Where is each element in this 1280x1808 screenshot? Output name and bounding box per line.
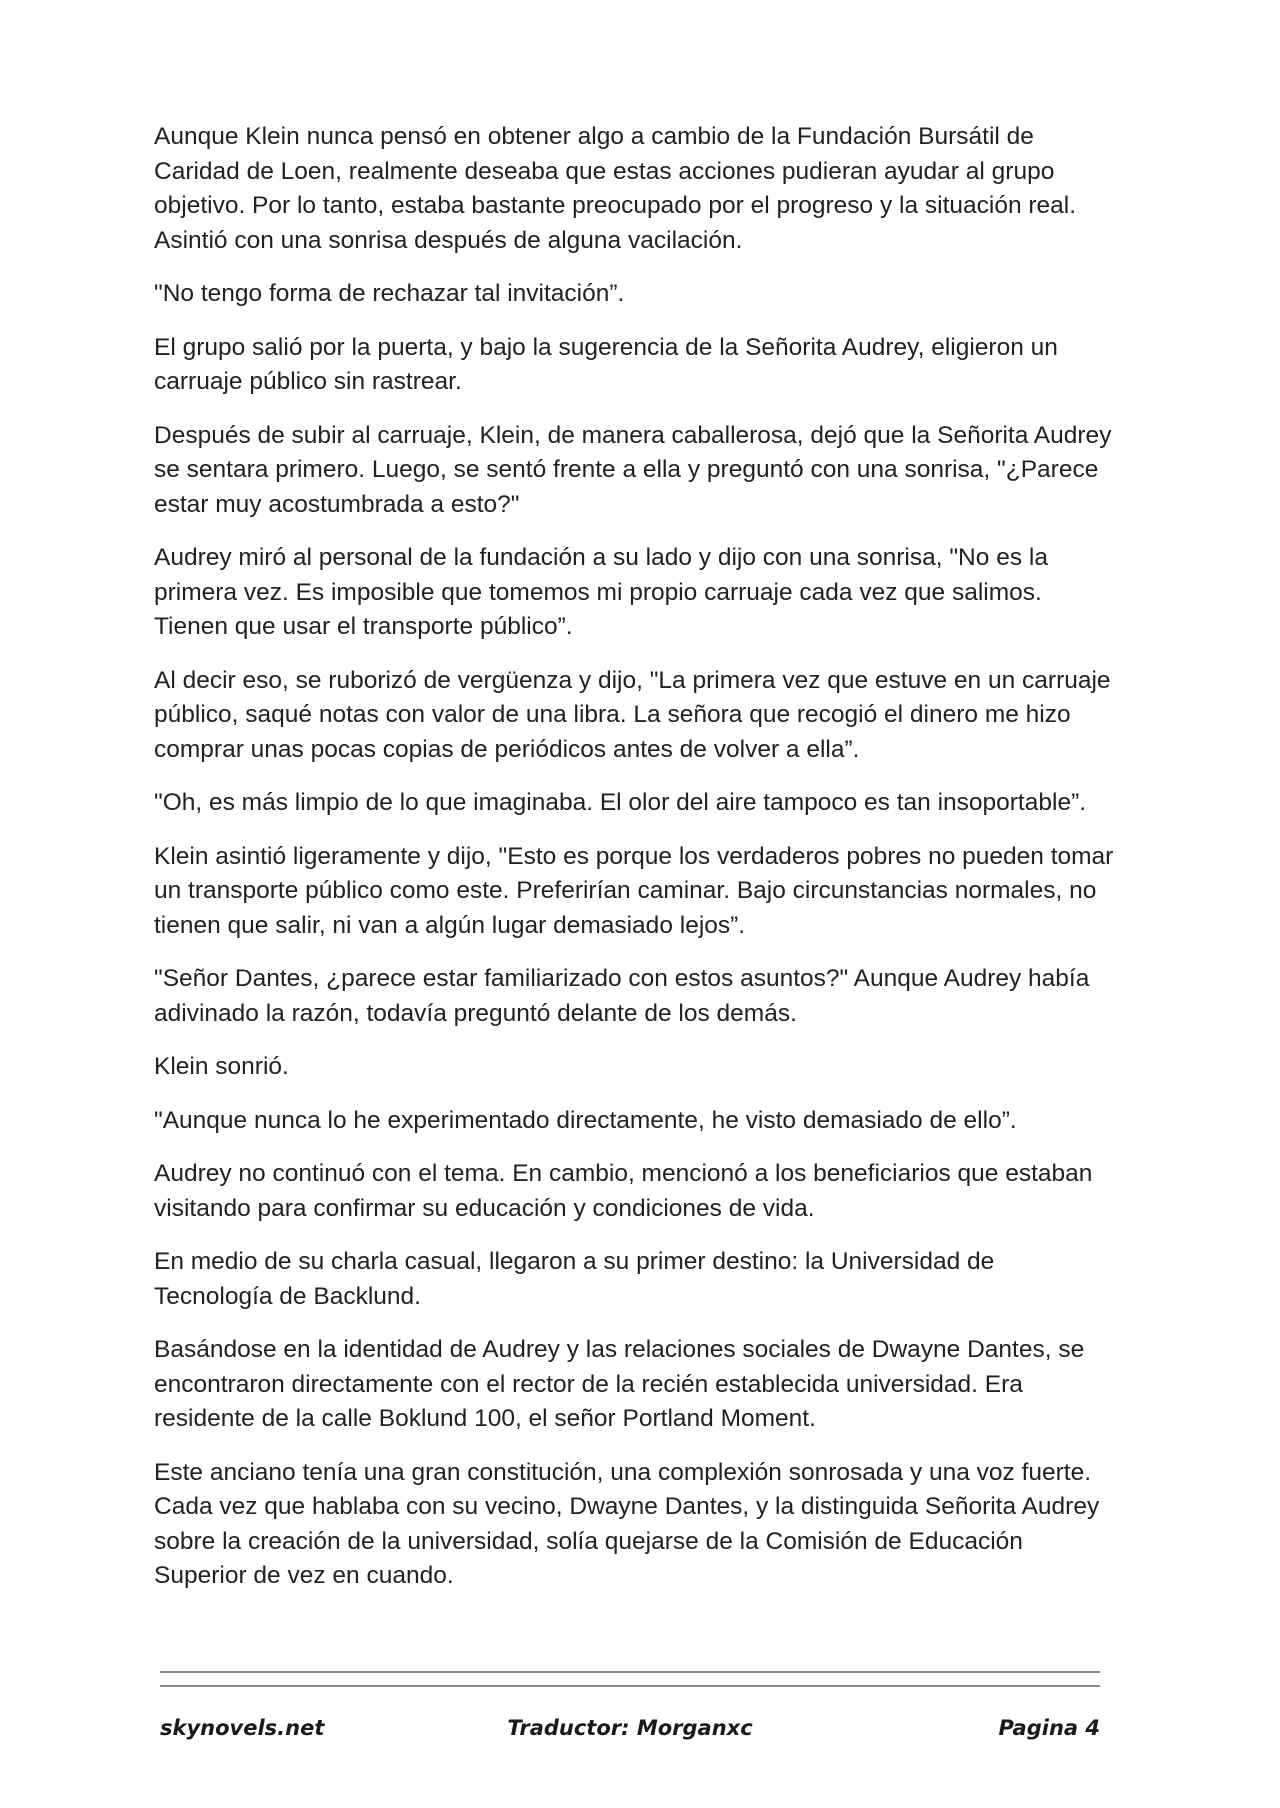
paragraph: "Aunque nunca lo he experimentado directamente, he visto demasiado de ello”. [154, 1106, 1017, 1134]
paragraph: Después de subir al carruaje, Klein, de manera caballerosa, dejó que la Señorita Audrey se sentara primero. Luego, se sentó frente a ella y preguntó con una sonrisa, "¿Parece estar muy acostumbrada a esto?" [154, 421, 1112, 518]
paragraph: En medio de su charla casual, llegaron a su primer destino: la Universidad de Tecnología de Backlund. [154, 1248, 995, 1310]
paragraph: "Señor Dantes, ¿parece estar familiarizado con estos asuntos?" Aunque Audrey había adivinado la razón, todavía preguntó delante de los demás. [154, 965, 1090, 1027]
paragraph: Este anciano tenía una gran constitución, una complexión sonrosada y una voz fuerte. Cada vez que hablaba con su vecino, Dwayne Dantes, y la distinguida Señorita Audrey sobre la creación de la universidad, solía quejarse de la Comisión de Educación Superior de vez en cuando. [154, 1458, 1100, 1589]
paragraph: Aunque Klein nunca pensó en obtener algo a cambio de la Fundación Bursátil de Caridad de Loen, realmente deseaba que estas acciones pudieran ayudar al grupo objetivo. Por lo tanto, estaba bastante preocupado por el progreso y la situación real. Asintió con una sonrisa después de alguna vacilación. [154, 123, 1077, 254]
footer-divider-top [160, 1671, 1100, 1673]
page-footer [160, 1716, 1100, 1750]
paragraph: Basándose en la identidad de Audrey y las relaciones sociales de Dwayne Dantes, se encontraron directamente con el rector de la recién establecida universidad. Era residente de la calle Boklund 100, el señor Portland Moment. [154, 1336, 1085, 1432]
paragraph: "Oh, es más limpio de lo que imaginaba. El olor del aire tampoco es tan insoportable”. [154, 789, 1087, 816]
footer-page-number: Pagina 4 [998, 1716, 1100, 1740]
paragraph: El grupo salió por la puerta, y bajo la sugerencia de la Señorita Audrey, eligieron un carruaje público sin rastrear. [154, 333, 1058, 395]
footer-site: skynovels.net [160, 1716, 325, 1740]
paragraph: Al decir eso, se ruborizó de vergüenza y dijo, "La primera vez que estuve en un carruaje público, saqué notas con valor de una libra. La señora que recogió el dinero me hizo comprar unas pocas copias de periódicos antes de volver a ella”. [154, 666, 1111, 763]
paragraph: Klein sonrió. [154, 1053, 289, 1080]
paragraph: Klein asintió ligeramente y dijo, "Esto es porque los verdaderos pobres no pueden tomar un transporte público como este. Preferirían caminar. Bajo circunstancias normales, no tienen que salir, ni van a algún lugar demasiado lejos”. [154, 842, 1114, 939]
paragraph: Audrey no continuó con el tema. En cambio, mencionó a los beneficiarios que estaban visitando para confirmar su educación y condiciones de vida. [154, 1160, 1093, 1222]
footer-divider-bottom [160, 1685, 1100, 1687]
footer-translator: Traductor: Morganxc [507, 1716, 753, 1740]
paragraph: Audrey miró al personal de la fundación a su lado y dijo con una sonrisa, "No es la primera vez. Es imposible que tomemos mi propio carruaje cada vez que salimos. Tienen que usar el transporte público”. [154, 544, 1048, 640]
body-text [154, 120, 1114, 1613]
paragraph: "No tengo forma de rechazar tal invitación”. [154, 280, 625, 307]
